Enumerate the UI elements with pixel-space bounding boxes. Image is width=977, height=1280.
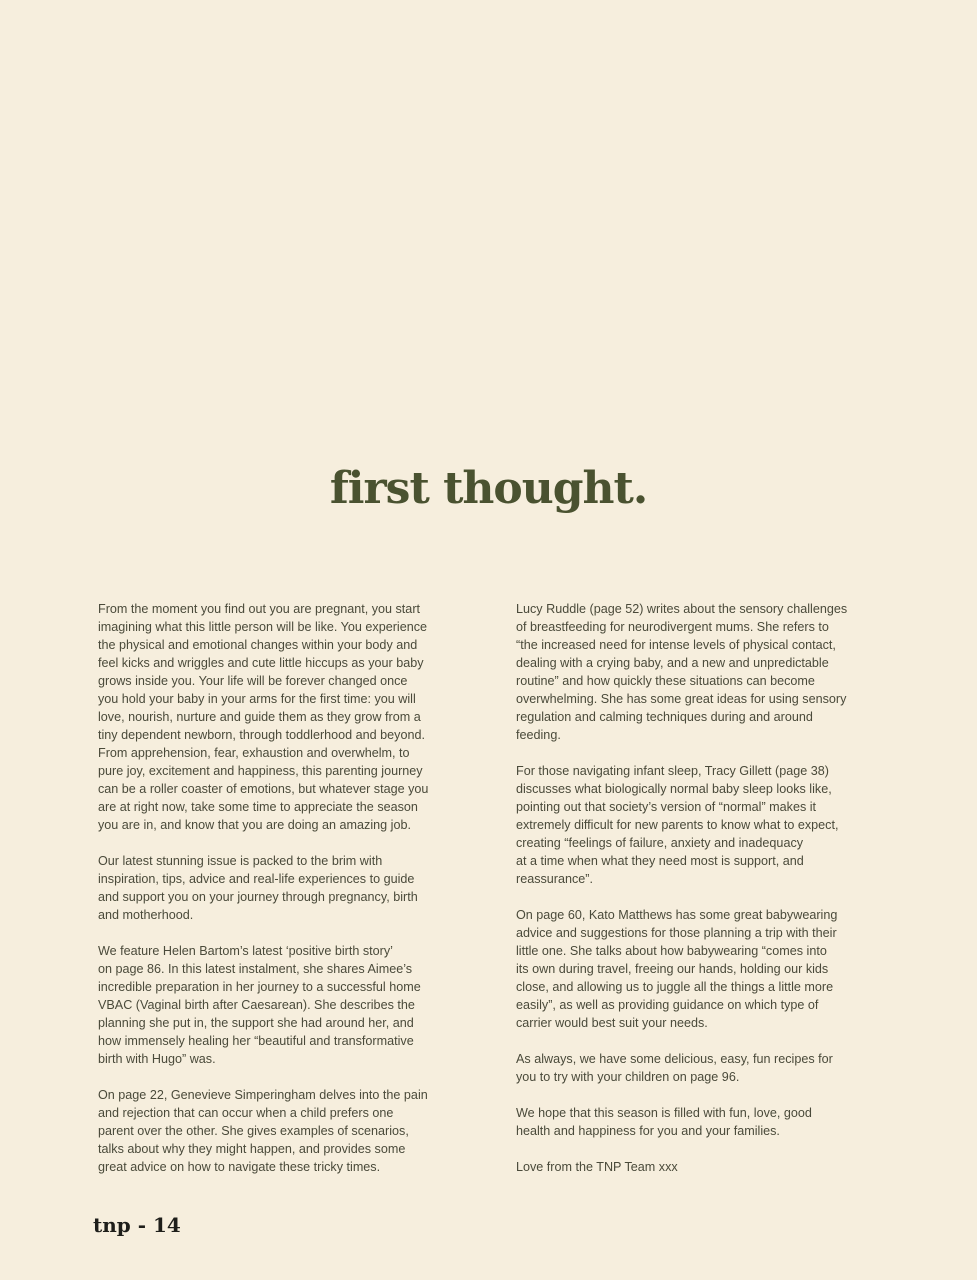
body-paragraph: Lucy Ruddle (page 52) writes about the sensory challenges of breastfeeding for neurodivergent mums. She refers to “the increased need for intense levels of physical contact, dealing with a crying baby, and a new and unpredictable routine” and how quickly these situations can become overwhelming. She has some great ideas for using sensory regulation and calming techniques during and around feeding. [516,602,848,742]
body-paragraph: As always, we have some delicious, easy, fun recipes for you to try with your children on page 96. [516,1052,833,1084]
body-paragraph: For those navigating infant sleep, Tracy Gillett (page 38) discusses what biologically normal baby sleep looks like, pointing out that society’s version of “normal” makes it extremely difficult for new parents to know what to expect, creating “feelings of failure, anxiety and inadequacy at a time when what they need most is support, and reassurance”. [516,764,839,886]
sign-off: Love from the TNP Team xxx [516,1160,678,1174]
left-column [98,600,468,1194]
right-column [516,600,886,1194]
page-folio: tnp - 14 [93,1213,181,1237]
page-title: first thought. [329,463,648,514]
body-paragraph: We feature Helen Bartom’s latest ‘positive birth story’ on page 86. In this latest instalment, she shares Aimee’s incredible preparation in her journey to a successful home VBAC (Vaginal birth after Caesarean). She describes the planning she put in, the support she had around her, and how immensely healing her “beautiful and transformative birth with Hugo” was. [98,944,421,1066]
body-paragraph: On page 60, Kato Matthews has some great babywearing advice and suggestions for those planning a trip with their little one. She talks about how babywearing “comes into its own during travel, freeing our hands, holding our kids close, and allowing us to juggle all the things a little more easily”, as well as providing guidance on which type of carrier would best suit your needs. [516,908,838,1030]
body-paragraph: On page 22, Genevieve Simperingham delves into the pain and rejection that can occur when a child prefers one parent over the other. She gives examples of scenarios, talks about why they might happen, and provides some great advice on how to navigate these tricky times. [98,1088,428,1174]
body-paragraph: We hope that this season is filled with fun, love, good health and happiness for you and your families. [516,1106,812,1138]
body-paragraph: Our latest stunning issue is packed to the brim with inspiration, tips, advice and real-life experiences to guide and support you on your journey through pregnancy, birth and motherhood. [98,854,418,922]
body-paragraph: From the moment you find out you are pregnant, you start imagining what this little person will be like. You experience the physical and emotional changes within your body and feel kicks and wriggles and cute little hiccups as your baby grows inside you. Your life will be forever changed once you hold your baby in your arms for the first time: you will love, nourish, nurture and guide them as they grow from a tiny dependent newborn, through toddlerhood and beyond. From apprehension, fear, exhaustion and overwhelm, to pure joy, excitement and happiness, this parenting journey can be a roller coaster of emotions, but whatever stage you are at right now, take some time to appreciate the season you are in, and know that you are doing an amazing job. [98,602,429,832]
